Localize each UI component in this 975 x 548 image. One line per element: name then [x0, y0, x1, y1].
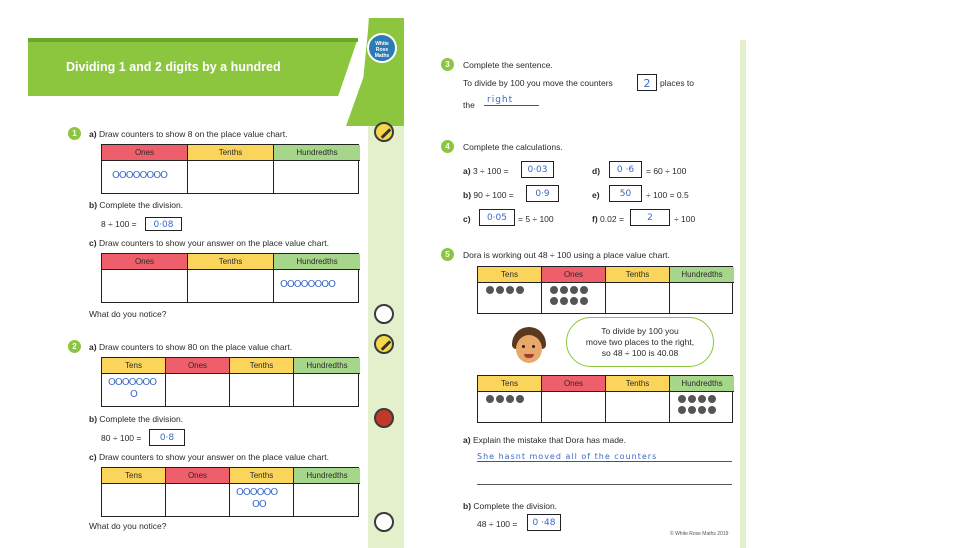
- counter-row: [486, 286, 524, 294]
- q2c-text: c) Draw counters to show your answer on the place value chart.: [89, 452, 330, 462]
- q1-chart-2: [101, 253, 359, 303]
- counter: [698, 406, 706, 414]
- q5a-answer[interactable]: She hasnt moved all of the counters: [477, 452, 732, 462]
- header-ones: Ones: [166, 358, 230, 374]
- header-hundredths: Hundredths: [294, 358, 360, 374]
- q4-text: Complete the calculations.: [463, 142, 563, 152]
- q1b-text: b) Complete the division.: [89, 200, 184, 210]
- cell-tenths: [606, 391, 670, 422]
- q2b-text: b) Complete the division.: [89, 414, 184, 424]
- counters-2: OO: [252, 499, 266, 510]
- cell-tenths: [188, 269, 274, 302]
- q2-chart-1: [101, 357, 359, 407]
- dora-avatar: [510, 327, 548, 365]
- q3-text: Complete the sentence.: [463, 60, 553, 70]
- speech-line-2: move two places to the right,: [585, 337, 695, 347]
- counter-row: [550, 286, 588, 294]
- header-ones: Ones: [542, 267, 606, 283]
- q5-text: Dora is working out 48 ÷ 100 using a place value chart.: [463, 250, 670, 260]
- header-tenths: Tenths: [606, 267, 670, 283]
- cell-ones: [166, 483, 230, 516]
- cell-hundredths: [274, 160, 360, 193]
- pencil-icon: [374, 122, 394, 142]
- answer-line: [477, 484, 732, 485]
- right-page-edge: [740, 40, 746, 548]
- counter: [486, 286, 494, 294]
- header-tenths: Tenths: [606, 376, 670, 392]
- q3-answer-1[interactable]: 2: [637, 74, 657, 91]
- cell-tenths: [230, 373, 294, 406]
- counter: [688, 406, 696, 414]
- q3-sentence-1: To divide by 100 you move the counters: [463, 78, 613, 88]
- counter: [570, 286, 578, 294]
- counter: [708, 395, 716, 403]
- cell-ones: [542, 282, 606, 313]
- q4c-label: c): [463, 214, 471, 224]
- counter: [580, 297, 588, 305]
- question-4-number: 4: [441, 140, 454, 153]
- q4f-equation-2: ÷ 100: [674, 214, 696, 224]
- speech-bubble: [566, 317, 714, 367]
- q4f-equation: f) 0.02 =: [592, 214, 624, 224]
- counter: [560, 297, 568, 305]
- counter-row: [678, 395, 716, 403]
- counter: [486, 395, 494, 403]
- speech-line-1: To divide by 100 you: [601, 326, 679, 336]
- q1b-answer[interactable]: 0·08: [145, 217, 182, 231]
- counter: [708, 406, 716, 414]
- cell-tenths: [230, 483, 294, 516]
- q5b-text: b) Complete the division.: [463, 501, 558, 511]
- q4c-equation: = 5 ÷ 100: [518, 214, 554, 224]
- cell-tens: [478, 282, 542, 313]
- q4b-equation: b) 90 ÷ 100 =: [463, 190, 514, 200]
- speech-bubble-icon-2: [374, 512, 394, 532]
- counter: [550, 286, 558, 294]
- cell-ones: [102, 269, 188, 302]
- q4d-equation: = 60 ÷ 100: [646, 166, 687, 176]
- header-tenths: Tenths: [188, 145, 274, 161]
- ladybird-icon: [374, 408, 394, 428]
- left-page: [28, 18, 404, 548]
- header-tenths: Tenths: [188, 254, 274, 270]
- header-tens: Tens: [478, 376, 542, 392]
- right-page: [404, 40, 749, 548]
- cell-hundredths: [294, 373, 360, 406]
- logo-text: White Rose Maths: [374, 41, 390, 59]
- counter: [550, 297, 558, 305]
- cell-hundredths: [670, 282, 734, 313]
- q4c-answer[interactable]: 0·05: [479, 209, 515, 226]
- counters-2: O: [130, 389, 137, 400]
- q3-sentence-3: the: [463, 100, 475, 110]
- counter: [496, 395, 504, 403]
- q2b-equation: 80 ÷ 100 =: [101, 433, 142, 443]
- q5b-answer[interactable]: 0 ·48: [527, 514, 561, 531]
- q5-chart-1: [477, 266, 733, 314]
- question-1-number: 1: [68, 127, 81, 140]
- counter: [678, 406, 686, 414]
- counter: [688, 395, 696, 403]
- counters: OOOOOOO: [108, 377, 157, 388]
- counter: [570, 297, 578, 305]
- q5a-text: a) Explain the mistake that Dora has made.: [463, 435, 627, 445]
- q3-answer-2[interactable]: right: [484, 95, 539, 106]
- counter: [506, 395, 514, 403]
- cell-tenths: [606, 282, 670, 313]
- q1a-text: a) Draw counters to show 8 on the place value chart.: [89, 129, 288, 139]
- cell-ones: [166, 373, 230, 406]
- q4d-label: d): [592, 166, 601, 176]
- counter: [506, 286, 514, 294]
- title-banner-stripe: [28, 38, 358, 42]
- counter-row-2: [678, 406, 716, 414]
- q2b-answer[interactable]: 0·8: [149, 429, 185, 446]
- cell-tens: [478, 391, 542, 422]
- question-5-number: 5: [441, 248, 454, 261]
- header-ones: Ones: [166, 468, 230, 484]
- q2a-text: a) Draw counters to show 80 on the place value chart.: [89, 342, 293, 352]
- q4e-answer[interactable]: 50: [609, 185, 642, 202]
- cell-tens: [102, 483, 166, 516]
- header-hundredths: Hundredths: [274, 254, 360, 270]
- question-2-number: 2: [68, 340, 81, 353]
- q4f-answer[interactable]: 2: [630, 209, 670, 226]
- counter-row: [486, 395, 524, 403]
- q5-chart-2: [477, 375, 733, 423]
- counter: [516, 395, 524, 403]
- header-ones: Ones: [102, 254, 188, 270]
- header-hundredths: Hundredths: [670, 267, 734, 283]
- header-hundredths: Hundredths: [670, 376, 734, 392]
- question-3-number: 3: [441, 58, 454, 71]
- counters: OOOOOO: [236, 487, 278, 498]
- header-tens: Tens: [102, 468, 166, 484]
- cell-tenths: [188, 160, 274, 193]
- counter: [580, 286, 588, 294]
- counter: [560, 286, 568, 294]
- q4a-equation: a) 3 ÷ 100 =: [463, 166, 509, 176]
- counter: [516, 286, 524, 294]
- q1c-text: c) Draw counters to show your answer on the place value chart.: [89, 238, 330, 248]
- cell-hundredths: [294, 483, 360, 516]
- header-hundredths: Hundredths: [294, 468, 360, 484]
- counter: [496, 286, 504, 294]
- q1-chart-1: [101, 144, 359, 194]
- counter-row-2: [550, 297, 588, 305]
- logo: [367, 33, 397, 63]
- header-ones: Ones: [102, 145, 188, 161]
- q3-sentence-2: places to: [660, 78, 695, 88]
- speech-bubble-icon: [374, 304, 394, 324]
- header-tenths: Tenths: [230, 468, 294, 484]
- q4d-answer[interactable]: 0 ·6: [609, 161, 642, 178]
- counter: [678, 395, 686, 403]
- counter: [698, 395, 706, 403]
- speech-line-3: so 48 ÷ 100 is 40.08: [601, 348, 679, 358]
- pencil-icon-2: [374, 334, 394, 354]
- q4b-answer[interactable]: 0·9: [526, 185, 559, 202]
- cell-hundredths: [274, 269, 360, 302]
- q2-chart-2: [101, 467, 359, 517]
- q4e-label: e): [592, 190, 600, 200]
- counters: OOOOOOOO: [280, 279, 335, 290]
- header-ones: Ones: [542, 376, 606, 392]
- header-tenths: Tenths: [230, 358, 294, 374]
- footer: © White Rose Maths 2019: [670, 531, 729, 537]
- cell-ones: [102, 160, 188, 193]
- header-tens: Tens: [478, 267, 542, 283]
- q4a-answer[interactable]: 0·03: [521, 161, 554, 178]
- cell-hundredths: [670, 391, 734, 422]
- cell-tens: [102, 373, 166, 406]
- counters: OOOOOOOO: [112, 170, 167, 181]
- header-hundredths: Hundredths: [274, 145, 360, 161]
- page-title: Dividing 1 and 2 digits by a hundred: [66, 60, 281, 74]
- q1-notice: What do you notice?: [89, 309, 167, 319]
- q1b-equation: 8 ÷ 100 =: [101, 219, 137, 229]
- q4e-equation: ÷ 100 = 0.5: [646, 190, 689, 200]
- cell-ones: [542, 391, 606, 422]
- q2-notice: What do you notice?: [89, 521, 167, 531]
- q5b-equation: 48 ÷ 100 =: [477, 519, 518, 529]
- header-tens: Tens: [102, 358, 166, 374]
